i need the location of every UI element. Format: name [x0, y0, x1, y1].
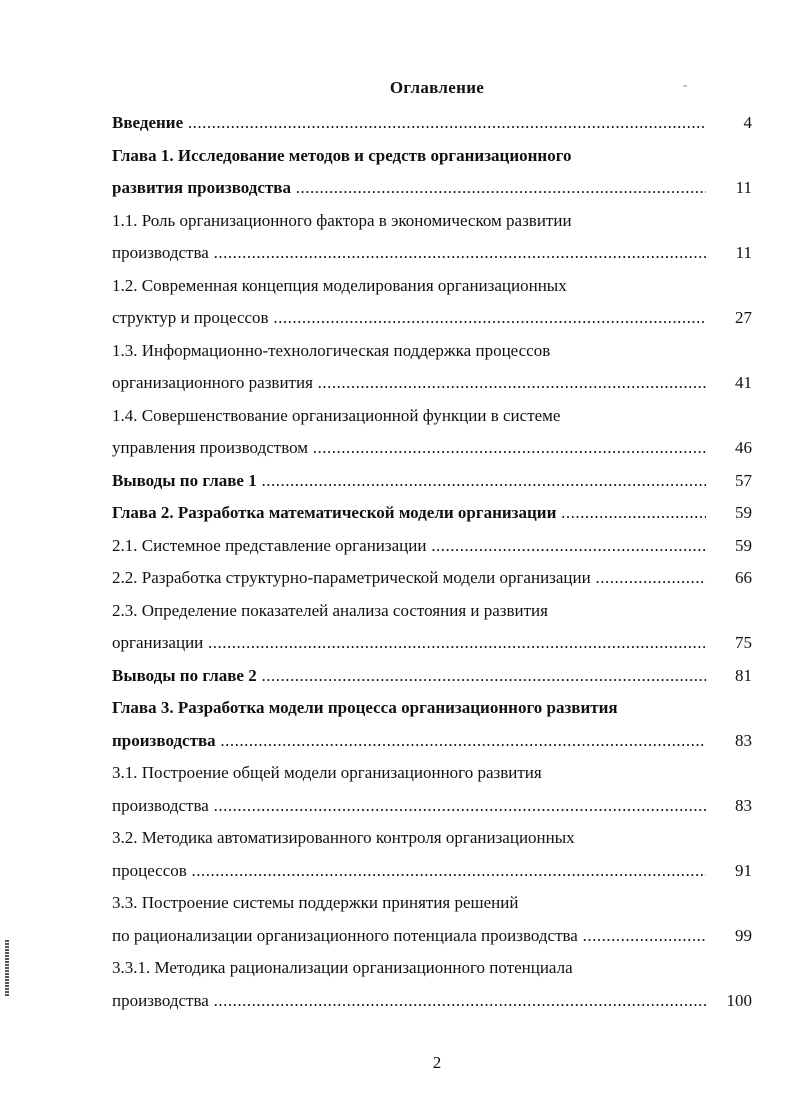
- toc-page-number: 59: [735, 503, 752, 522]
- toc-page-number: 81: [735, 665, 752, 685]
- toc-entry[interactable]: [112, 498, 752, 528]
- toc-entry-title-line[interactable]: [112, 823, 752, 853]
- toc-page-number: 66: [735, 568, 752, 587]
- toc-entry[interactable]: [112, 466, 752, 496]
- toc-entry-text: 1.1. Роль организационного фактора в экономическом развитии: [112, 210, 572, 230]
- toc-entry-title-line[interactable]: [112, 596, 752, 626]
- page-number: 2: [432, 1053, 442, 1072]
- toc-page-number: 46: [735, 438, 752, 457]
- toc-entry[interactable]: [112, 791, 752, 821]
- toc-entry-text: 3.2. Методика автоматизированного контроля организационных: [112, 828, 575, 847]
- toc-page-number: 100: [726, 990, 752, 1010]
- toc-entry-text: Выводы по главе 2 .....: [112, 661, 706, 691]
- toc-entry-text: организационного развития .....: [112, 368, 706, 398]
- toc-entry-title-line[interactable]: [112, 206, 752, 236]
- toc-entry[interactable]: [112, 563, 752, 593]
- toc-page-number: 83: [735, 730, 752, 750]
- toc-entry-title-line[interactable]: [112, 888, 752, 918]
- toc-entry-text: 2.3. Определение показателей анализа состояния и развития: [112, 600, 548, 620]
- toc-entry[interactable]: [112, 368, 752, 398]
- toc-entry-text: структур и процессов .....: [112, 303, 706, 333]
- toc-entry[interactable]: [112, 238, 752, 268]
- toc-page-number: 59: [735, 535, 752, 555]
- toc-entry-text: по рационализации организационного потенциала производства .....: [112, 921, 706, 951]
- scan-edge-mark: [5, 940, 9, 996]
- toc-entry[interactable]: [112, 303, 752, 333]
- toc-entry-text: 2.2. Разработка структурно-параметрической модели организации .....: [112, 563, 706, 593]
- toc-entry[interactable]: [112, 661, 752, 691]
- toc-entry-text: 3.3. Построение системы поддержки принятия решений: [112, 893, 519, 912]
- toc-entry-title-line[interactable]: [112, 953, 752, 983]
- toc-page-number: 75: [735, 633, 752, 652]
- toc-page-number: 91: [735, 860, 752, 880]
- toc-page-number: 11: [735, 243, 752, 262]
- toc-entry-text: Глава 1. Исследование методов и средств организационного: [112, 145, 572, 165]
- toc-entry-text: 3.1. Построение общей модели организационного развития: [112, 763, 542, 782]
- toc-entry-text: производства .....: [112, 791, 706, 821]
- toc-entry-text: управления производством .....: [112, 433, 706, 463]
- toc-entry[interactable]: [112, 173, 752, 203]
- toc-entry-title-line[interactable]: [112, 758, 752, 788]
- toc-page-number: 83: [735, 795, 752, 815]
- toc-entry[interactable]: [112, 433, 752, 463]
- toc-entry-text: 2.1. Системное представление организации .....: [112, 531, 706, 561]
- toc-page-number: 4: [743, 113, 752, 132]
- toc-entry-text: организации .....: [112, 628, 706, 658]
- toc-entry-text: процессов .....: [112, 856, 706, 886]
- toc-entry-text: Введение .....: [112, 108, 706, 138]
- toc-page-number: 41: [735, 373, 752, 392]
- toc-page-number: 99: [735, 925, 752, 945]
- toc-entry-title-line[interactable]: [112, 336, 752, 366]
- toc-entry-text: Глава 2. Разработка математической модели организации .....: [112, 498, 706, 528]
- toc-entry[interactable]: [112, 108, 752, 138]
- toc-entry-text: Глава 3. Разработка модели процесса организационного развития: [112, 698, 618, 717]
- toc-entry-title-line[interactable]: [112, 271, 752, 301]
- toc-entry-text: 1.2. Современная концепция моделирования организационных: [112, 275, 567, 295]
- toc-entry[interactable]: [112, 628, 752, 658]
- toc-entry[interactable]: [112, 921, 752, 951]
- toc-entry[interactable]: [112, 726, 752, 756]
- toc-entry-text: производства .....: [112, 986, 706, 1016]
- toc-entry-title-line[interactable]: [112, 401, 752, 431]
- stray-mark: -: [683, 78, 688, 93]
- toc-entry[interactable]: [112, 856, 752, 886]
- toc-page-number: 27: [735, 308, 752, 327]
- toc-entry-text: развития производства .....: [112, 173, 706, 203]
- toc-title: Оглавление: [389, 78, 485, 97]
- toc-entry-text: 1.4. Совершенствование организационной функции в системе: [112, 405, 561, 425]
- toc-entry-text: 1.3. Информационно-технологическая поддержка процессов: [112, 340, 551, 360]
- toc-entry-text: производства .....: [112, 238, 706, 268]
- toc-entry-text: производства .....: [112, 726, 706, 756]
- toc-entry-title-line[interactable]: [112, 141, 752, 171]
- toc-page-number: 57: [735, 470, 752, 490]
- toc-entry-text: 3.3.1. Методика рационализации организационного потенциала: [112, 958, 573, 977]
- toc-entry[interactable]: [112, 531, 752, 561]
- toc-entry[interactable]: [112, 986, 752, 1016]
- toc-entry-text: Выводы по главе 1 .....: [112, 466, 706, 496]
- toc-page-number: 11: [735, 178, 752, 197]
- toc-entry-title-line[interactable]: [112, 693, 752, 723]
